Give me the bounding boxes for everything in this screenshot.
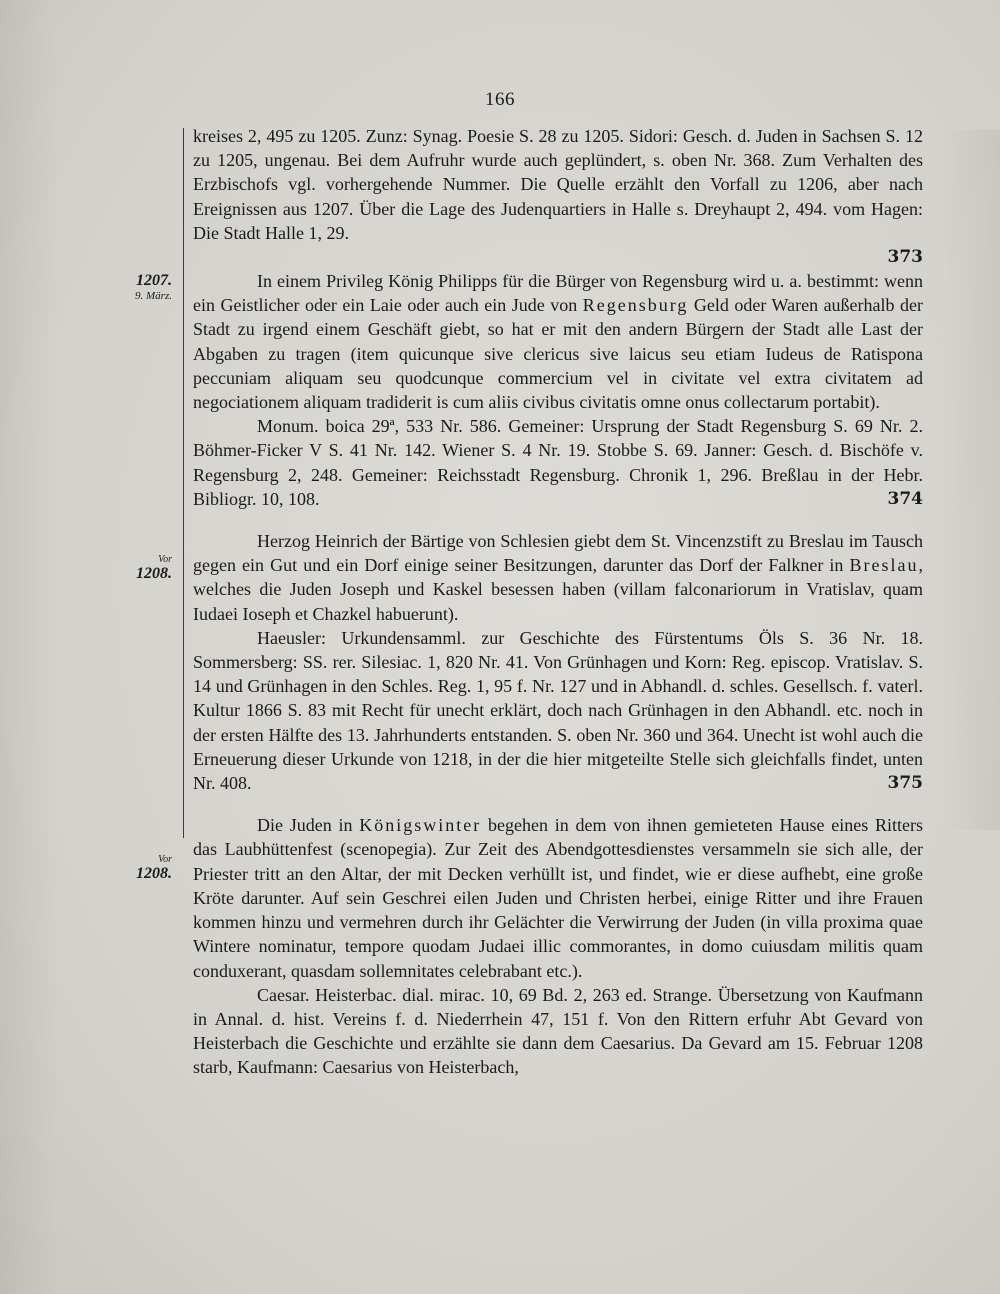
margin-date-373 (112, 272, 172, 302)
spacer (193, 795, 923, 813)
margin-date-375 (112, 854, 172, 883)
margin-date-year: 1207. (136, 272, 172, 289)
margin-date-year: 1208. (136, 565, 172, 582)
text-run: In einem Privileg König Philipps für die Bürger von Regensburg wird u. a. bestimmt: wenn ein Geistlicher oder ein Laie oder auch ein Jude von (193, 271, 923, 316)
text-run: , welches die Juden Joseph und Kaskel besessen haben (villam falconariorum in Vratislav, quam Iudaei Ioseph et Chazkel habuerunt). (193, 555, 923, 624)
text-run: begehen in dem von ihnen gemieteten Hause eines Ritters das Laubhüttenfest (scenopegia). Zur Zeit des Abendgottesdienstes versammeln sie sich alle, der Priester tritt an den Altar, der mit Decken verhüllt ist, und findet, wie er diese aufhebt, eine große Kröte darunter. Auf sein Geschrei eilen Juden und Christen herbei, einige Ritter und ihre Frauen kommen hinzu und vermehren durch ihr Gelächter die Verwirrung der Juden (in villa proxima quae Wintere nominatur, tempore quodam Judaei illic commorantes, in domo cuiusdam militis quam conduxerant, quasdam sollemnitates celebrabant etc.). (193, 815, 924, 981)
spaced-placename: Regensburg (582, 295, 689, 316)
entry-paragraph (193, 813, 923, 982)
entry-paragraph (193, 529, 923, 626)
entry-paragraph (193, 269, 923, 414)
margin-date-374 (112, 554, 172, 583)
text-run: Herzog Heinrich der Bärtige von Schlesien giebt dem St. Vincenzstift zu Breslau im Tausch gegen ein Gut und ein Dorf einige seiner Besitzungen, darunter das Dorf der Falkner in (193, 531, 923, 576)
paragraph-continuation: kreises 2, 495 zu 1205. Zunz: Synag. Poesie S. 28 zu 1205. Sidori: Gesch. d. Juden in Sachsen S. 12 zu 1205, ungenau. Bei dem Aufruhr wurde auch geplündert, s. oben Nr. 368. Zum Verhalten des Erzbischofs vgl. vorhergehende Nummer. Die Quelle erzählt den Vorfall zu 1206, aber nach Ereignissen aus 1207. Über die Lage des Judenquartiers in Halle s. Dreyhaupt 2, 494. vom Hagen: Die Stadt Halle 1, 29. (193, 126, 923, 243)
margin-date-day: 9. März. (135, 290, 172, 302)
entry-number: 374 (887, 488, 923, 509)
spaced-placename: Breslau (849, 555, 919, 576)
entry-number: 373 (887, 247, 923, 268)
source-paragraph (193, 626, 923, 795)
column-rule (183, 128, 184, 838)
main-text (193, 124, 923, 1080)
margin-date-prefix: Vor (158, 854, 172, 865)
entry-number: 375 (887, 773, 923, 794)
spaced-placename: Königswinter (359, 815, 482, 836)
margin-date-year: 1208. (136, 865, 172, 882)
text-run: Haeusler: Urkundensamml. zur Geschichte des Fürstentums Öls S. 36 Nr. 18. Sommersberg: SS. rer. Silesiac. 1, 820 Nr. 41. Von Grünhagen und Korn: Reg. episcop. Vratislav. S. 14 und Grünhagen in den Schles. Reg. 1, 95 f. Nr. 127 und in Abhandl. d. schles. Gesellsch. f. vaterl. Kultur 1866 S. 83 mit Recht für unecht erklärt, doch nach Grünhagen in den Abhandl. etc. noch in der ersten Hälfte des 13. Jahrhunderts entstanden. S. oben Nr. 360 und 364. Unecht ist wohl auch die Erneuerung dieser Urkunde von 1218, in der die hier mitgeteilte Stelle sich gleichfalls findet, unten Nr. 408. (193, 627, 923, 794)
source-paragraph: Caesar. Heisterbac. dial. mirac. 10, 69 Bd. 2, 263 ed. Strange. Übersetzung von Kaufmann in Annal. d. hist. Vereins f. d. Niederrhein 47, 151 f. Von den Rittern erfuhr Abt Gevard von Heisterbach die Geschichte und erzählte sie dann dem Caesarius. Da Gevard am 15. Februar 1208 starb, Kaufmann: Caesarius von Heisterbach, (193, 984, 923, 1078)
text-run: Geld oder Waren außerhalb der Stadt zu irgend einem Geschäft giebt, so hat er mit den andern Bürgern der Stadt alle Last der Abgaben zu tragen (item quicunque sive clericus sive laicus seu etiam Iudeus de Ratispona peccuniam aliquam seu quodcunque commercium vel in civitate vel extra civitatem ad negociationem aliquam tradiderit is cum aliis civibus civitatis omne onus collectarum portabit). (193, 295, 923, 413)
text-run: Monum. boica 29ª, 533 Nr. 586. Gemeiner: Ursprung der Stadt Regensburg S. 69 Nr. 2. Böhmer-Ficker V S. 41 Nr. 142. Wiener S. 4 Nr. 19. Stobbe S. 69. Janner: Gesch. d. Bischöfe v. Regensburg 2, 248. Gemeiner: Reichsstadt Regensburg. Chronik 1, 296. Breßlau in der Hebr. Bibliogr. 10, 108. (193, 416, 923, 509)
margin-date-prefix: Vor (158, 554, 172, 565)
spacer (193, 511, 923, 529)
entry-number-row (193, 245, 923, 269)
text-run: Die Juden in (257, 815, 360, 836)
source-paragraph (193, 414, 923, 511)
page-number: 166 (485, 89, 515, 110)
page-edge-shadow (940, 130, 1000, 830)
